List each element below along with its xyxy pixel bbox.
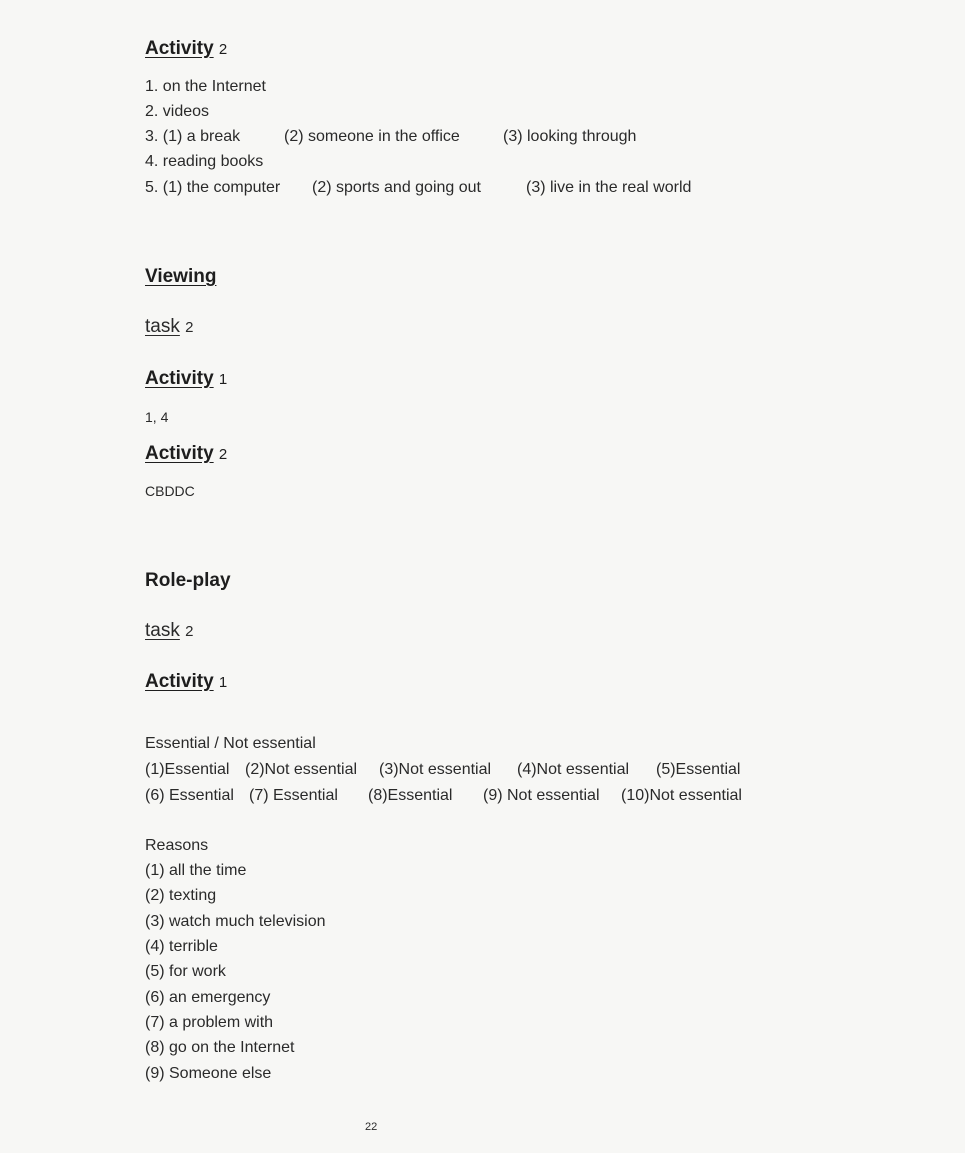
answer-line: (2) sports and going out xyxy=(312,179,481,196)
activity-number: 1 xyxy=(218,371,228,388)
reasons-title: Reasons xyxy=(145,837,209,854)
answer-line: (2) someone in the office xyxy=(284,128,460,145)
activity-label: Activity xyxy=(145,671,214,692)
answer-item: (3)Not essential xyxy=(379,761,492,778)
answer-line: 4. reading books xyxy=(145,153,264,170)
task-number: 2 xyxy=(185,319,194,336)
reason-item: (9) Someone else xyxy=(145,1065,272,1082)
answer-item: (5)Essential xyxy=(656,761,741,778)
task-label: task xyxy=(145,620,180,641)
activity-number: 1 xyxy=(218,674,228,691)
answer-item: (4)Not essential xyxy=(517,761,630,778)
activity-heading xyxy=(145,367,227,392)
activity-heading xyxy=(145,670,227,695)
answer-line: 1, 4 xyxy=(145,409,169,425)
answer-line: 3. (1) a break xyxy=(145,128,241,145)
section-title-viewing: Viewing xyxy=(145,266,217,287)
answer-line: (3) looking through xyxy=(503,128,637,145)
task-heading xyxy=(145,315,193,340)
reason-item: (8) go on the Internet xyxy=(145,1039,295,1056)
answer-line: 5. (1) the computer xyxy=(145,179,281,196)
answer-line: 2. videos xyxy=(145,103,210,120)
answer-item: (7) Essential xyxy=(249,787,338,804)
answer-item: (8)Essential xyxy=(368,787,453,804)
answer-line: 1. on the Internet xyxy=(145,78,266,95)
answer-item: (2)Not essential xyxy=(245,761,358,778)
activity-label: Activity xyxy=(145,38,214,59)
activity-label: Activity xyxy=(145,443,214,464)
essential-title: Essential / Not essential xyxy=(145,735,316,752)
reason-item: (2) texting xyxy=(145,887,217,904)
answer-line: CBDDC xyxy=(145,483,195,499)
task-heading xyxy=(145,619,193,644)
reason-item: (6) an emergency xyxy=(145,989,271,1006)
reason-item: (1) all the time xyxy=(145,862,247,879)
activity-number: 2 xyxy=(218,41,228,58)
reason-item: (4) terrible xyxy=(145,938,218,955)
reason-item: (7) a problem with xyxy=(145,1014,274,1031)
activity-heading xyxy=(145,442,227,467)
answer-item: (9) Not essential xyxy=(483,787,600,804)
activity-heading xyxy=(145,37,227,62)
task-label: task xyxy=(145,316,180,337)
activity-number: 2 xyxy=(218,446,228,463)
answer-item: (1)Essential xyxy=(145,761,230,778)
reason-item: (3) watch much television xyxy=(145,913,326,930)
answer-item: (6) Essential xyxy=(145,787,234,804)
page-number: 22 xyxy=(365,1121,378,1133)
section-title-roleplay: Role-play xyxy=(145,570,231,591)
activity-label: Activity xyxy=(145,368,214,389)
answer-line: (3) live in the real world xyxy=(526,179,692,196)
reason-item: (5) for work xyxy=(145,963,226,980)
task-number: 2 xyxy=(185,623,194,640)
answer-item: (10)Not essential xyxy=(621,787,742,804)
